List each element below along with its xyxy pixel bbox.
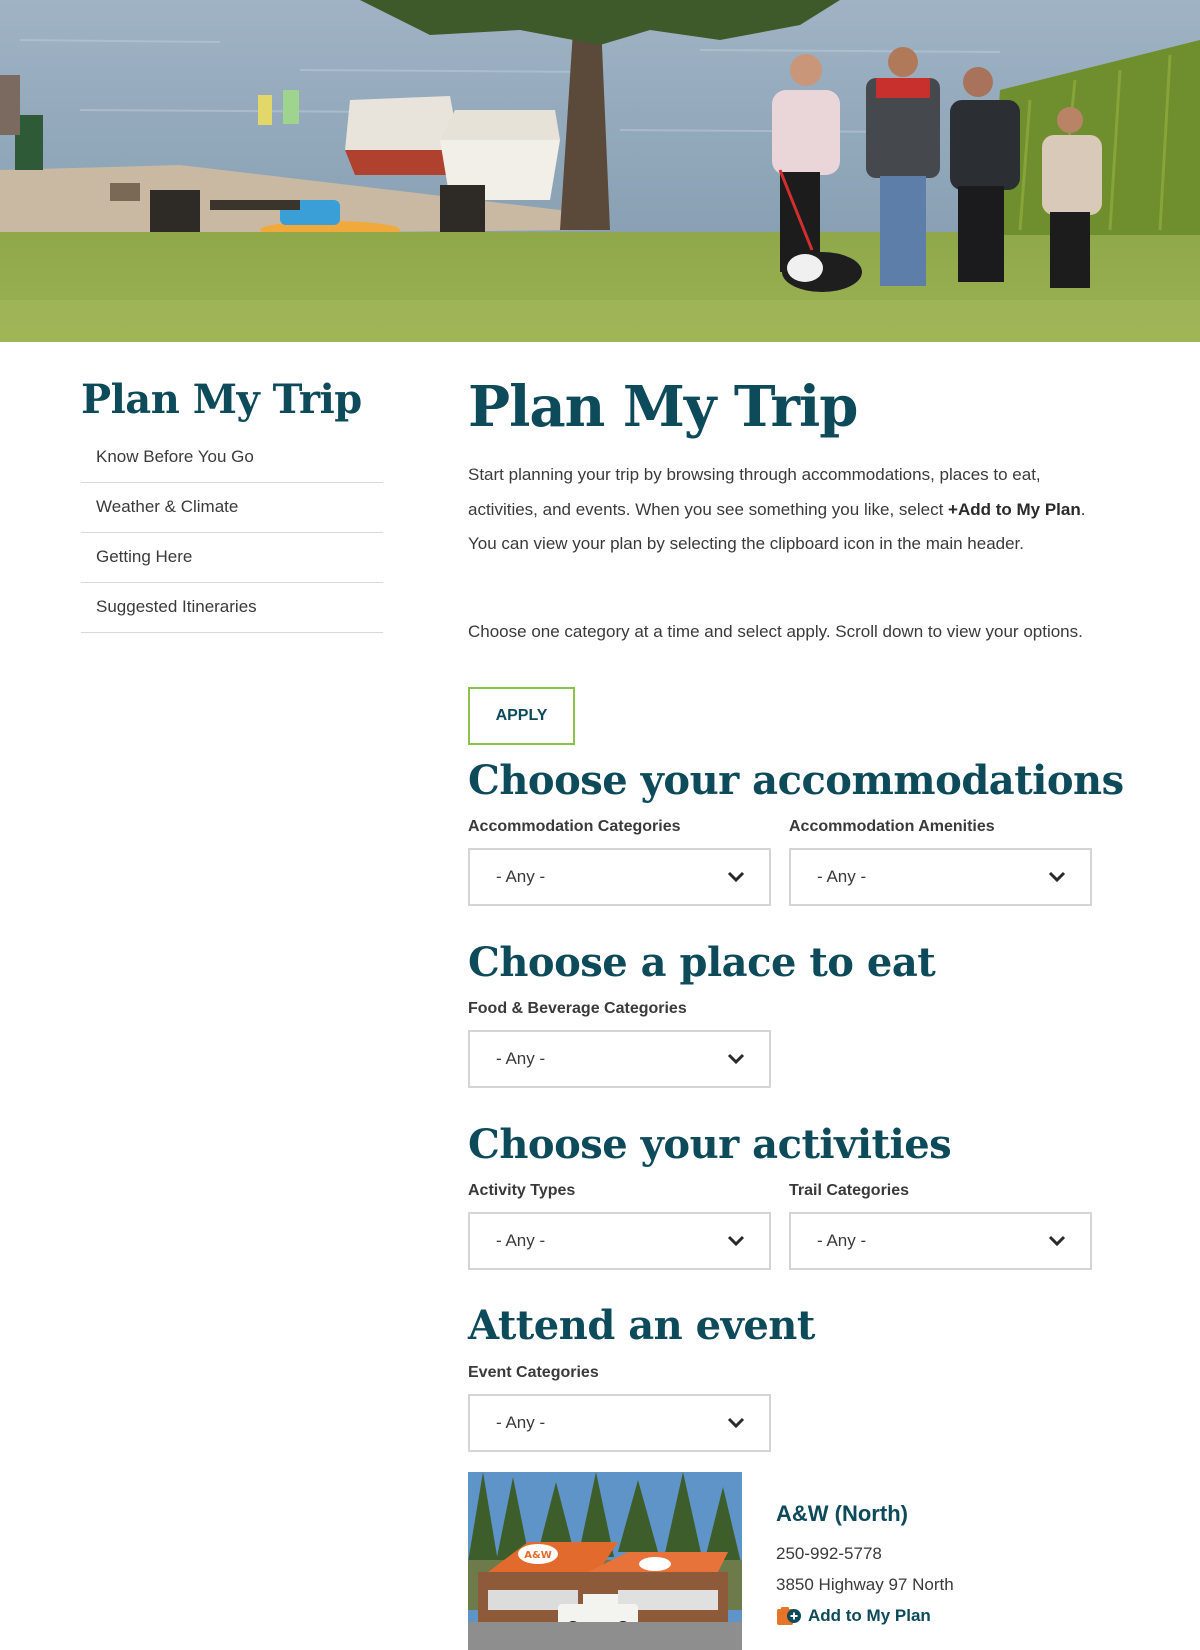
chevron-down-icon [727, 1417, 745, 1429]
activity-types-label: Activity Types [468, 1182, 576, 1199]
sidebar-item-weather-climate[interactable]: Weather & Climate [81, 483, 383, 533]
eat-heading: Choose a place to eat [468, 939, 936, 986]
trail-categories-select[interactable] [789, 1212, 1092, 1270]
chevron-down-icon [727, 871, 745, 883]
activity-types-select[interactable] [468, 1212, 771, 1270]
select-value: - Any - [496, 1231, 546, 1250]
accommodation-categories-select[interactable] [468, 848, 771, 906]
result-address: 3850 Highway 97 North [776, 1575, 954, 1594]
event-categories-select[interactable] [468, 1394, 771, 1452]
intro-paragraph [468, 458, 1108, 562]
event-heading: Attend an event [468, 1302, 815, 1349]
chevron-down-icon [1048, 1235, 1066, 1247]
sidebar [81, 375, 383, 633]
select-value: - Any - [817, 867, 867, 886]
sidebar-item-suggested-itineraries[interactable]: Suggested Itineraries [81, 583, 383, 633]
add-to-my-plan-label: Add to My Plan [808, 1606, 931, 1625]
chevron-down-icon [727, 1053, 745, 1065]
result-phone: 250-992-5778 [776, 1544, 882, 1563]
trail-categories-label: Trail Categories [789, 1182, 910, 1199]
apply-button[interactable]: APPLY [468, 687, 575, 745]
result-image[interactable] [468, 1472, 742, 1650]
chevron-down-icon [727, 1235, 745, 1247]
activities-heading: Choose your activities [468, 1121, 952, 1168]
add-to-my-plan-button[interactable] [776, 1600, 954, 1631]
intro-text-bold: +Add to My Plan [948, 499, 1081, 519]
accommodations-heading: Choose your accommodations [468, 757, 1124, 804]
result-info [776, 1500, 954, 1631]
accommodation-amenities-label: Accommodation Amenities [789, 818, 995, 835]
intro-text-end: . You can view your plan by selecting the clipboard icon in the main header. [468, 499, 1086, 553]
sidebar-title: Plan My Trip [81, 376, 362, 423]
sign-text: A&W [524, 1550, 552, 1561]
select-value: - Any - [496, 1413, 546, 1432]
accommodation-amenities-select[interactable] [789, 848, 1092, 906]
accommodation-categories-label: Accommodation Categories [468, 818, 681, 835]
clipboard-plus-icon [776, 1606, 802, 1626]
chevron-down-icon [1048, 871, 1066, 883]
sidebar-item-getting-here[interactable]: Getting Here [81, 533, 383, 583]
sidebar-item-know-before-you-go[interactable]: Know Before You Go [81, 433, 383, 483]
page-title: Plan My Trip [468, 374, 858, 440]
event-categories-label: Event Categories [468, 1364, 599, 1381]
select-value: - Any - [496, 1049, 546, 1068]
sidebar-nav [81, 433, 383, 633]
select-value: - Any - [817, 1231, 867, 1250]
filter-instructions: Choose one category at a time and select apply. Scroll down to view your options. [468, 622, 1083, 641]
main-content [468, 372, 1124, 1432]
select-value: - Any - [496, 867, 546, 886]
food-beverage-categories-select[interactable] [468, 1030, 771, 1088]
intro-text-start: Start planning your trip by browsing through accommodations, places to eat, activities, and events. When you see something you like, select [468, 465, 1041, 519]
result-name[interactable]: A&W (North) [776, 1501, 908, 1526]
food-beverage-categories-label: Food & Beverage Categories [468, 1000, 687, 1017]
hero-image [0, 0, 1200, 342]
